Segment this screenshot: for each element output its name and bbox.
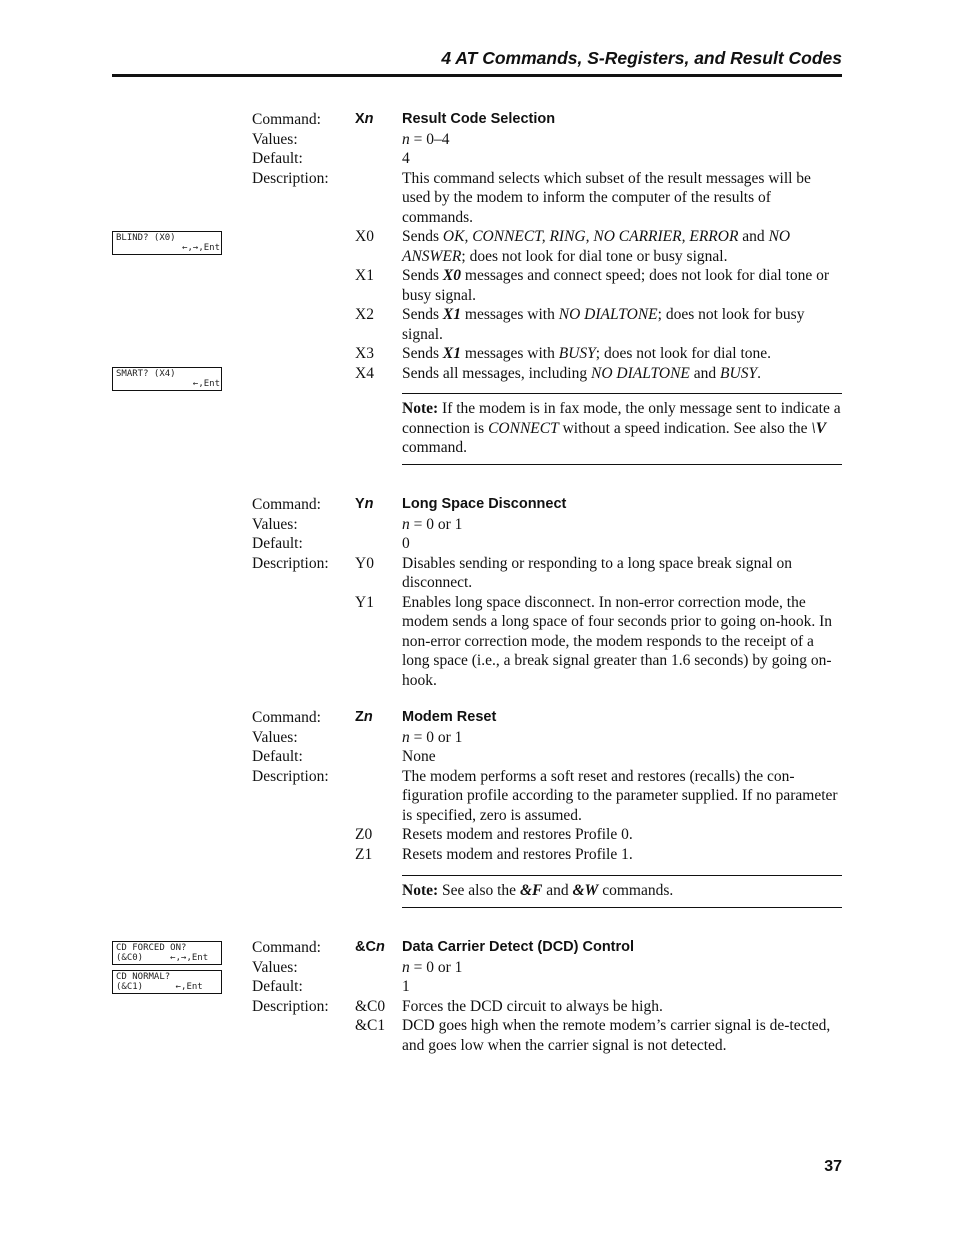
param-code: Y0 bbox=[355, 554, 374, 572]
note-label: Note: bbox=[402, 882, 439, 899]
param-code: &C1 bbox=[355, 1017, 386, 1034]
text: ; does not look for busy signal. bbox=[402, 306, 805, 343]
text: If the modem is in fax mode, the only message sent to indicate a connection is bbox=[402, 400, 841, 437]
note-label: Note: bbox=[402, 400, 439, 417]
label-command: Command: bbox=[252, 709, 321, 726]
param-code: X0 bbox=[355, 228, 374, 245]
param-description: Resets modem and restores Profile 0. bbox=[402, 826, 633, 843]
command-prefix: Y bbox=[355, 496, 365, 512]
text: NO DIALTONE bbox=[558, 306, 658, 323]
text: &W bbox=[572, 882, 599, 899]
lcd-line: CD NORMAL? bbox=[116, 972, 171, 982]
text: Sends bbox=[402, 267, 443, 284]
command-title: Modem Reset bbox=[402, 709, 497, 725]
lcd-line: ←,→,Ent bbox=[182, 243, 220, 253]
values-variable: n bbox=[402, 728, 410, 746]
label-description: Description: bbox=[252, 169, 329, 187]
param-description: Disables sending or responding to a long space break signal on disconnect. bbox=[402, 554, 792, 591]
text: ; does not look for dial tone. bbox=[595, 345, 772, 362]
param-code: X3 bbox=[355, 345, 374, 362]
label-default: Default: bbox=[252, 150, 303, 167]
command-title: Long Space Disconnect bbox=[402, 496, 567, 512]
param-code: &C0 bbox=[355, 997, 386, 1015]
default-value: 0 bbox=[402, 535, 410, 552]
label-description: Description: bbox=[252, 554, 329, 572]
values-text bbox=[402, 958, 842, 978]
param-description: Enables long space disconnect. In non-error correction mode, the modem sends a long space of four seconds prior to going on-hook. In non-error correction mode, the modem responds to the receipt of a long space (i.e., a break signal greater than 1.6 seconds) by going on-hook. bbox=[402, 593, 833, 689]
text: X1 bbox=[442, 306, 462, 323]
param-description bbox=[402, 227, 842, 266]
values-text bbox=[402, 515, 842, 535]
command-prefix: Z bbox=[355, 709, 364, 725]
note-text bbox=[402, 399, 842, 458]
param-description bbox=[402, 364, 842, 384]
text: Sends bbox=[402, 228, 443, 245]
param-description: DCD goes high when the remote modem’s carrier signal is de-tected, and goes low when the carrier signal is not detected. bbox=[402, 1017, 831, 1054]
label-description: Description: bbox=[252, 767, 329, 785]
lcd-line: ←,Ent bbox=[192, 379, 220, 389]
label-values: Values: bbox=[252, 130, 298, 148]
lcd-cd-forced bbox=[112, 941, 222, 965]
label-command: Command: bbox=[252, 496, 321, 513]
note-rule-bottom bbox=[402, 464, 842, 465]
text: Sends bbox=[402, 306, 443, 323]
lcd-line: (&C1) ←,Ent bbox=[116, 982, 203, 992]
lcd-smart bbox=[112, 367, 222, 391]
text: X1 bbox=[442, 345, 462, 362]
default-value: 4 bbox=[402, 150, 410, 167]
text: and bbox=[689, 364, 721, 382]
values-text bbox=[402, 728, 842, 748]
values-text bbox=[402, 130, 842, 150]
param-description bbox=[402, 266, 842, 305]
text: without a speed indication. See also the bbox=[558, 419, 812, 437]
param-code: X1 bbox=[355, 267, 374, 284]
values-range: = 0–4 bbox=[409, 130, 450, 148]
command-variable: n bbox=[363, 709, 373, 725]
param-code: X4 bbox=[355, 364, 374, 382]
values-range: = 0 or 1 bbox=[409, 728, 463, 746]
label-default: Default: bbox=[252, 978, 303, 995]
text: messages with bbox=[461, 345, 559, 362]
values-variable: n bbox=[402, 130, 410, 148]
values-variable: n bbox=[402, 958, 410, 976]
text: BUSY bbox=[558, 345, 596, 362]
values-variable: n bbox=[402, 515, 410, 533]
text: and bbox=[542, 882, 573, 899]
description-text: The modem performs a soft reset and restores (recalls) the con-figuration profile according to the parameter supplied. If no parameter is specified, zero is assumed. bbox=[402, 767, 838, 824]
text: messages and connect speed; does not look for dial tone or busy signal. bbox=[402, 267, 830, 304]
param-code: X2 bbox=[355, 306, 374, 323]
label-command: Command: bbox=[252, 111, 321, 128]
command-name bbox=[355, 495, 374, 515]
label-values: Values: bbox=[252, 728, 298, 746]
text: Sends bbox=[402, 345, 443, 362]
note-rule-top bbox=[402, 875, 842, 876]
lcd-line: CD FORCED ON? bbox=[116, 943, 187, 953]
lcd-cd-normal bbox=[112, 970, 222, 994]
label-default: Default: bbox=[252, 535, 303, 552]
values-range: = 0 or 1 bbox=[409, 515, 463, 533]
header-rule bbox=[112, 74, 842, 77]
text: Sends all messages, including bbox=[402, 364, 591, 382]
command-name bbox=[355, 708, 373, 728]
command-title: Data Carrier Detect (DCD) Control bbox=[402, 939, 635, 955]
values-range: = 0 or 1 bbox=[409, 958, 463, 976]
text: OK, CONNECT, RING, NO CARRIER, ERROR bbox=[442, 228, 739, 245]
text: X0 bbox=[442, 267, 462, 284]
text: CONNECT bbox=[488, 419, 559, 437]
command-variable: n bbox=[364, 111, 374, 127]
command-prefix: &C bbox=[355, 939, 376, 955]
note-rule-top bbox=[402, 393, 842, 394]
note-rule-bottom bbox=[402, 907, 842, 908]
text: BUSY bbox=[720, 364, 758, 382]
param-code: Z1 bbox=[355, 845, 373, 863]
default-value: 1 bbox=[402, 978, 410, 995]
description-text: This command selects which subset of the result messages will be used by the modem to inform the computer of the results of commands. bbox=[402, 169, 811, 226]
lcd-line: SMART? (X4) bbox=[116, 369, 176, 379]
param-code: Z0 bbox=[355, 826, 373, 843]
note-text bbox=[402, 881, 842, 901]
text: messages with bbox=[461, 306, 559, 323]
text: ; does not look for dial tone or busy signal. bbox=[461, 247, 728, 265]
command-prefix: X bbox=[355, 111, 365, 127]
label-values: Values: bbox=[252, 515, 298, 533]
label-values: Values: bbox=[252, 958, 298, 976]
lcd-line: BLIND? (X0) bbox=[116, 233, 176, 243]
text: and bbox=[738, 228, 769, 245]
command-name bbox=[355, 110, 374, 130]
label-default: Default: bbox=[252, 748, 303, 765]
param-description bbox=[402, 305, 842, 344]
text: command. bbox=[402, 439, 467, 456]
label-command: Command: bbox=[252, 939, 321, 956]
text: See also the bbox=[438, 882, 520, 899]
param-description bbox=[402, 344, 842, 364]
lcd-line: (&C0) ←,→,Ent bbox=[116, 953, 209, 963]
text: NO DIALTONE bbox=[591, 364, 690, 382]
text: \V bbox=[811, 419, 827, 437]
page-number: 37 bbox=[824, 1158, 842, 1175]
param-description: Resets modem and restores Profile 1. bbox=[402, 845, 633, 863]
text: NO ANSWER bbox=[402, 228, 791, 265]
running-header: 4 AT Commands, S-Registers, and Result Codes bbox=[441, 48, 842, 68]
command-variable: n bbox=[364, 496, 374, 512]
command-variable: n bbox=[375, 939, 385, 955]
default-value: None bbox=[402, 748, 436, 765]
param-description: Forces the DCD circuit to always be high. bbox=[402, 997, 663, 1015]
text: &F bbox=[519, 882, 543, 899]
text: commands. bbox=[598, 882, 674, 899]
command-name bbox=[355, 938, 385, 958]
label-description: Description: bbox=[252, 997, 329, 1015]
param-code: Y1 bbox=[355, 593, 374, 611]
text: . bbox=[757, 364, 761, 382]
command-title: Result Code Selection bbox=[402, 111, 556, 127]
lcd-blind bbox=[112, 231, 222, 255]
